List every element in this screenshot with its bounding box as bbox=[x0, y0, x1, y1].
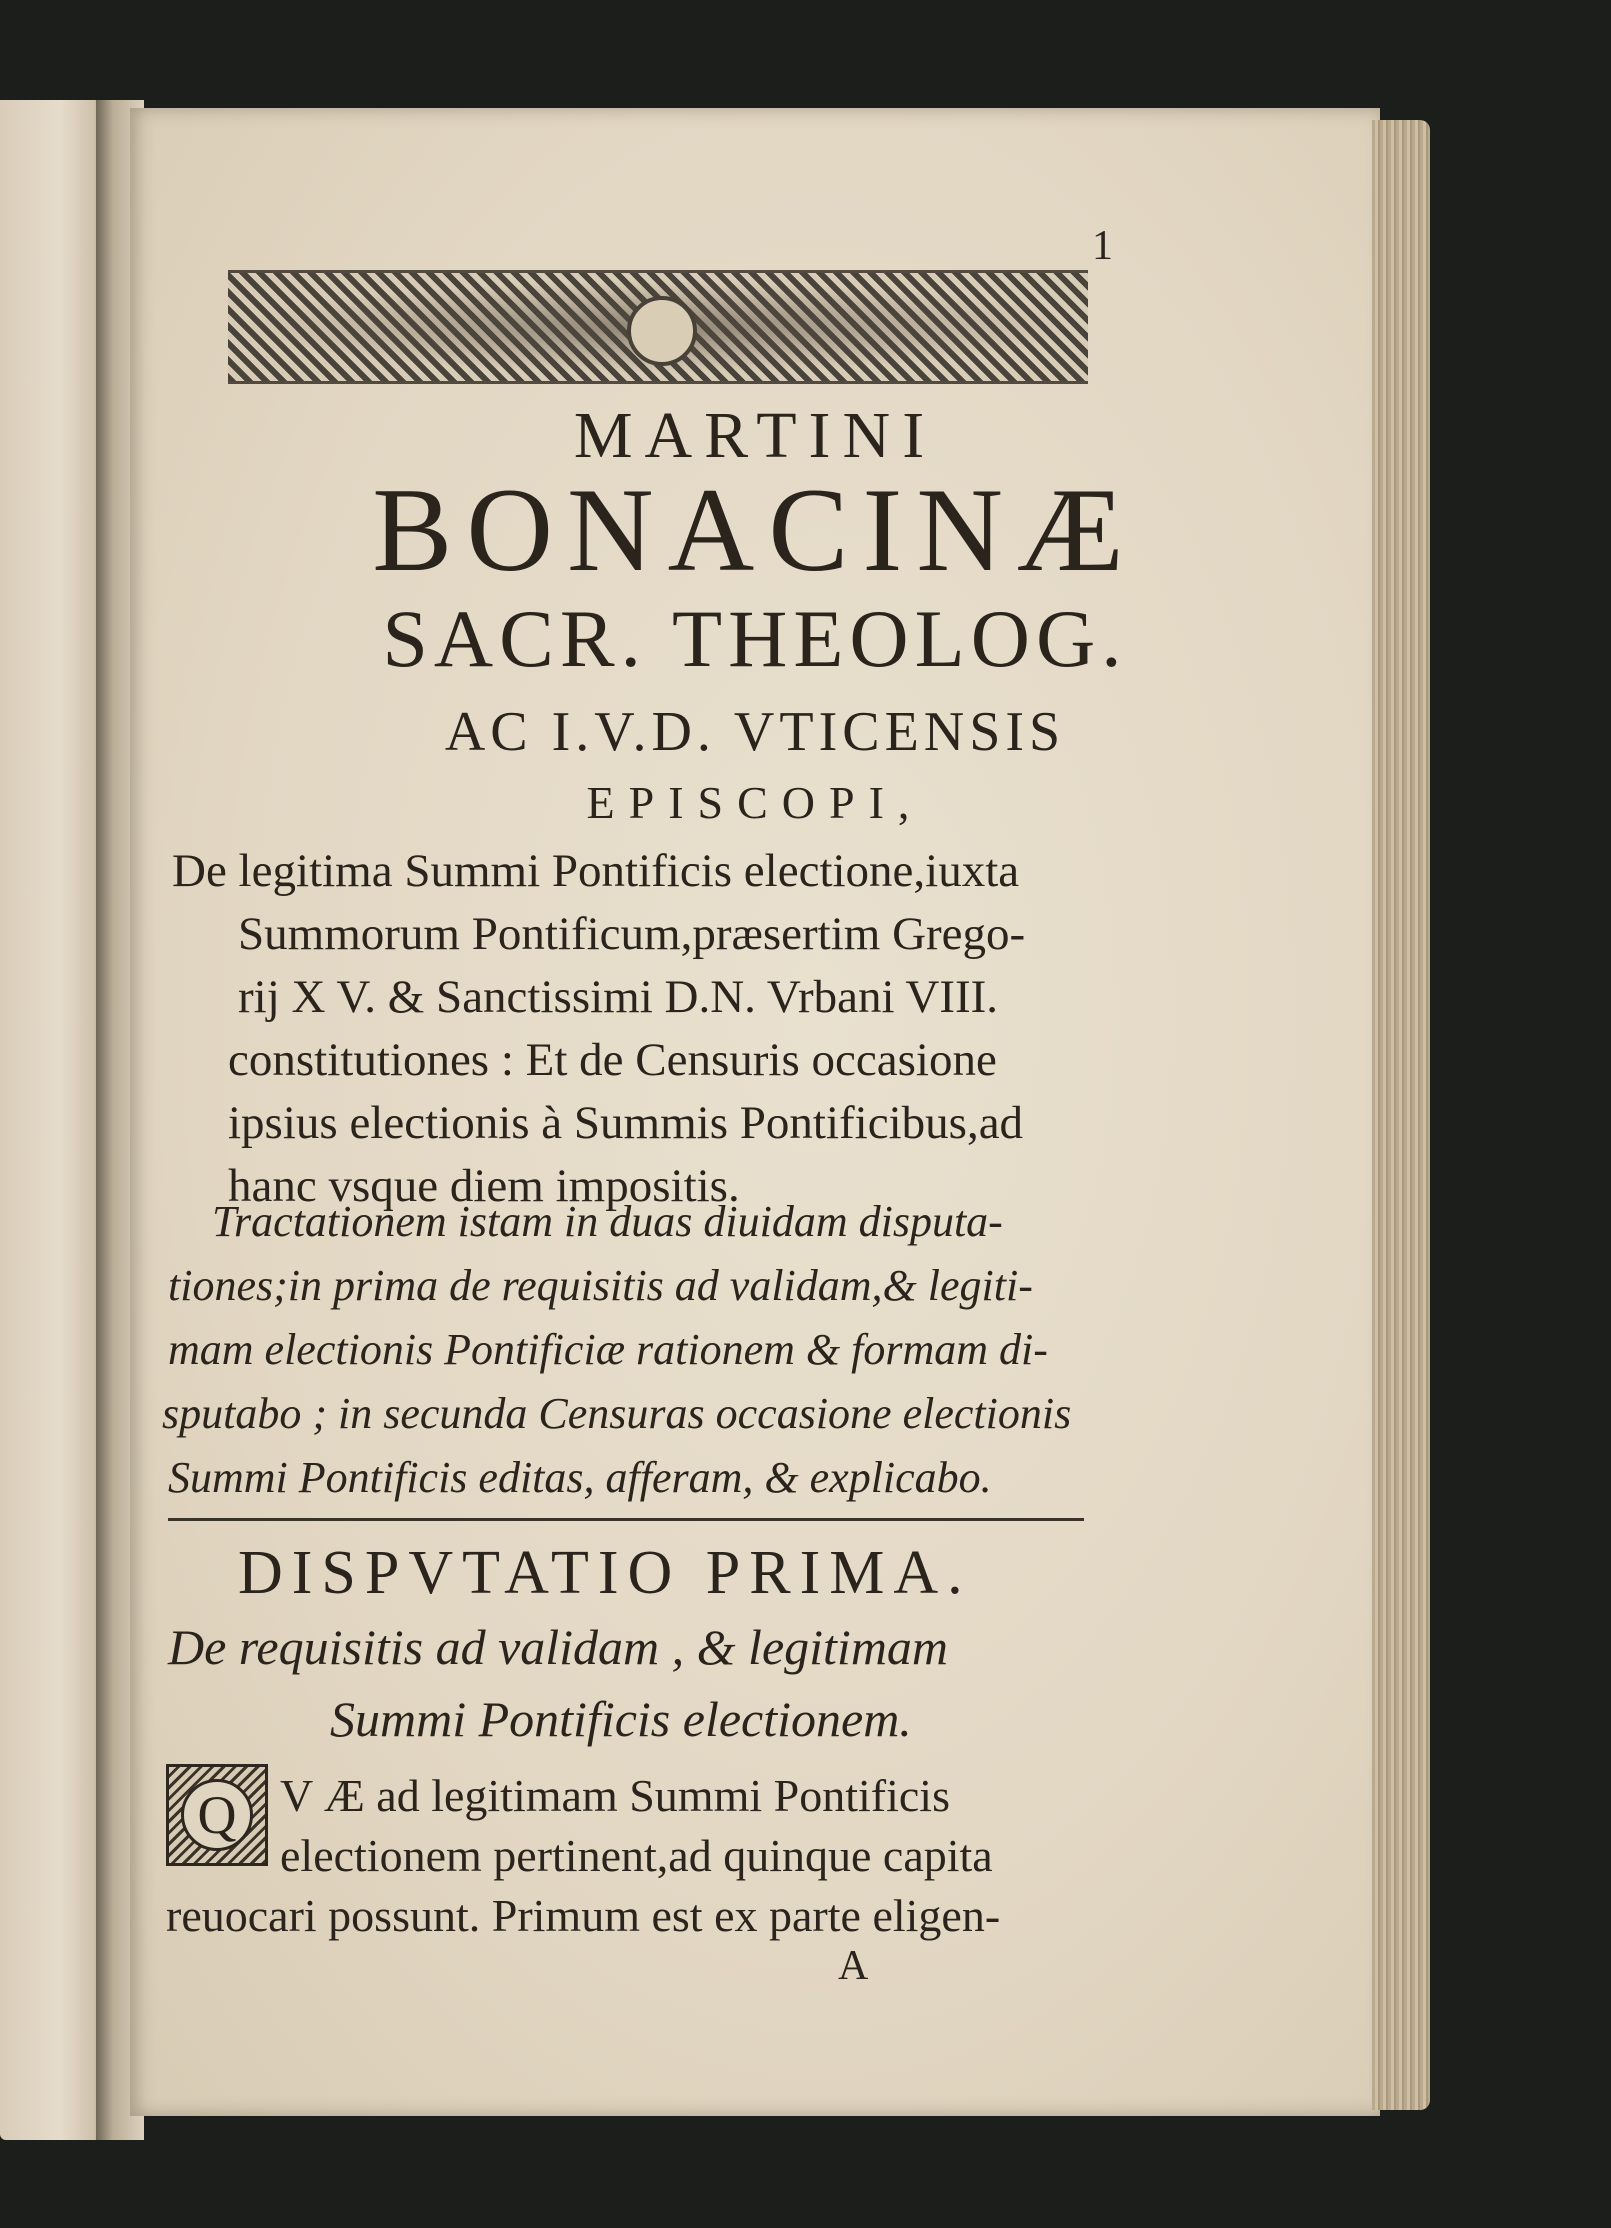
title-degree: SACR. THEOLOG. bbox=[382, 593, 1128, 684]
title-author-last: BONACINÆ bbox=[372, 463, 1138, 596]
subtitle-line: Summorum Pontificum,præsertim Grego- bbox=[238, 908, 1026, 960]
ornamental-headpiece bbox=[228, 270, 1088, 384]
disputation-subheading: De requisitis ad validam , & legitimam bbox=[168, 1619, 949, 1675]
disputation-heading: DISPVTATIO PRIMA. bbox=[238, 1539, 972, 1607]
body-line: electionem pertinent,ad quinque capita bbox=[280, 1830, 993, 1881]
title-episcopi: EPISCOPI, bbox=[586, 777, 924, 828]
initial-letter: Q bbox=[181, 1779, 253, 1851]
title-see: AC I.V.D. VTICENSIS bbox=[444, 701, 1066, 763]
title-author-first: MARTINI bbox=[573, 399, 937, 472]
section-divider bbox=[168, 1518, 1084, 1521]
body-line: V Æ ad legitimam Summi Pontificis bbox=[280, 1770, 950, 1821]
intro-line: tiones;in prima de requisitis ad validam,& legiti- bbox=[168, 1261, 1033, 1310]
intro-line: Summi Pontificis editas, afferam, & explicabo. bbox=[168, 1453, 992, 1502]
page-stack-edge bbox=[1372, 120, 1430, 2110]
facing-page-edge bbox=[0, 100, 110, 2140]
page-number: 1 bbox=[1092, 223, 1113, 269]
intro-line: sputabo ; in secunda Censuras occasione electionis bbox=[162, 1389, 1072, 1438]
subtitle-line: rij X V. & Sanctissimi D.N. Vrbani VIII. bbox=[238, 971, 999, 1023]
decorated-initial bbox=[166, 1764, 268, 1866]
intro-line: mam electionis Pontificiæ rationem & formam di- bbox=[168, 1325, 1048, 1374]
subtitle-line: De legitima Summi Pontificis electione,iuxta bbox=[172, 845, 1020, 897]
subtitle-line: ipsius electionis à Summis Pontificibus,ad bbox=[228, 1097, 1024, 1149]
disputation-subheading: Summi Pontificis electionem. bbox=[330, 1691, 912, 1747]
signature-mark: A bbox=[838, 1943, 869, 1989]
intro-line: Tractationem istam in duas diuidam disputa- bbox=[212, 1197, 1003, 1246]
subtitle-line: hanc vsque diem impositis. bbox=[228, 1160, 740, 1212]
headpiece-face-icon bbox=[627, 296, 697, 366]
body-line: reuocari possunt. Primum est ex parte eligen- bbox=[166, 1890, 1001, 1941]
subtitle-line: constitutiones : Et de Censuris occasione bbox=[228, 1034, 997, 1086]
